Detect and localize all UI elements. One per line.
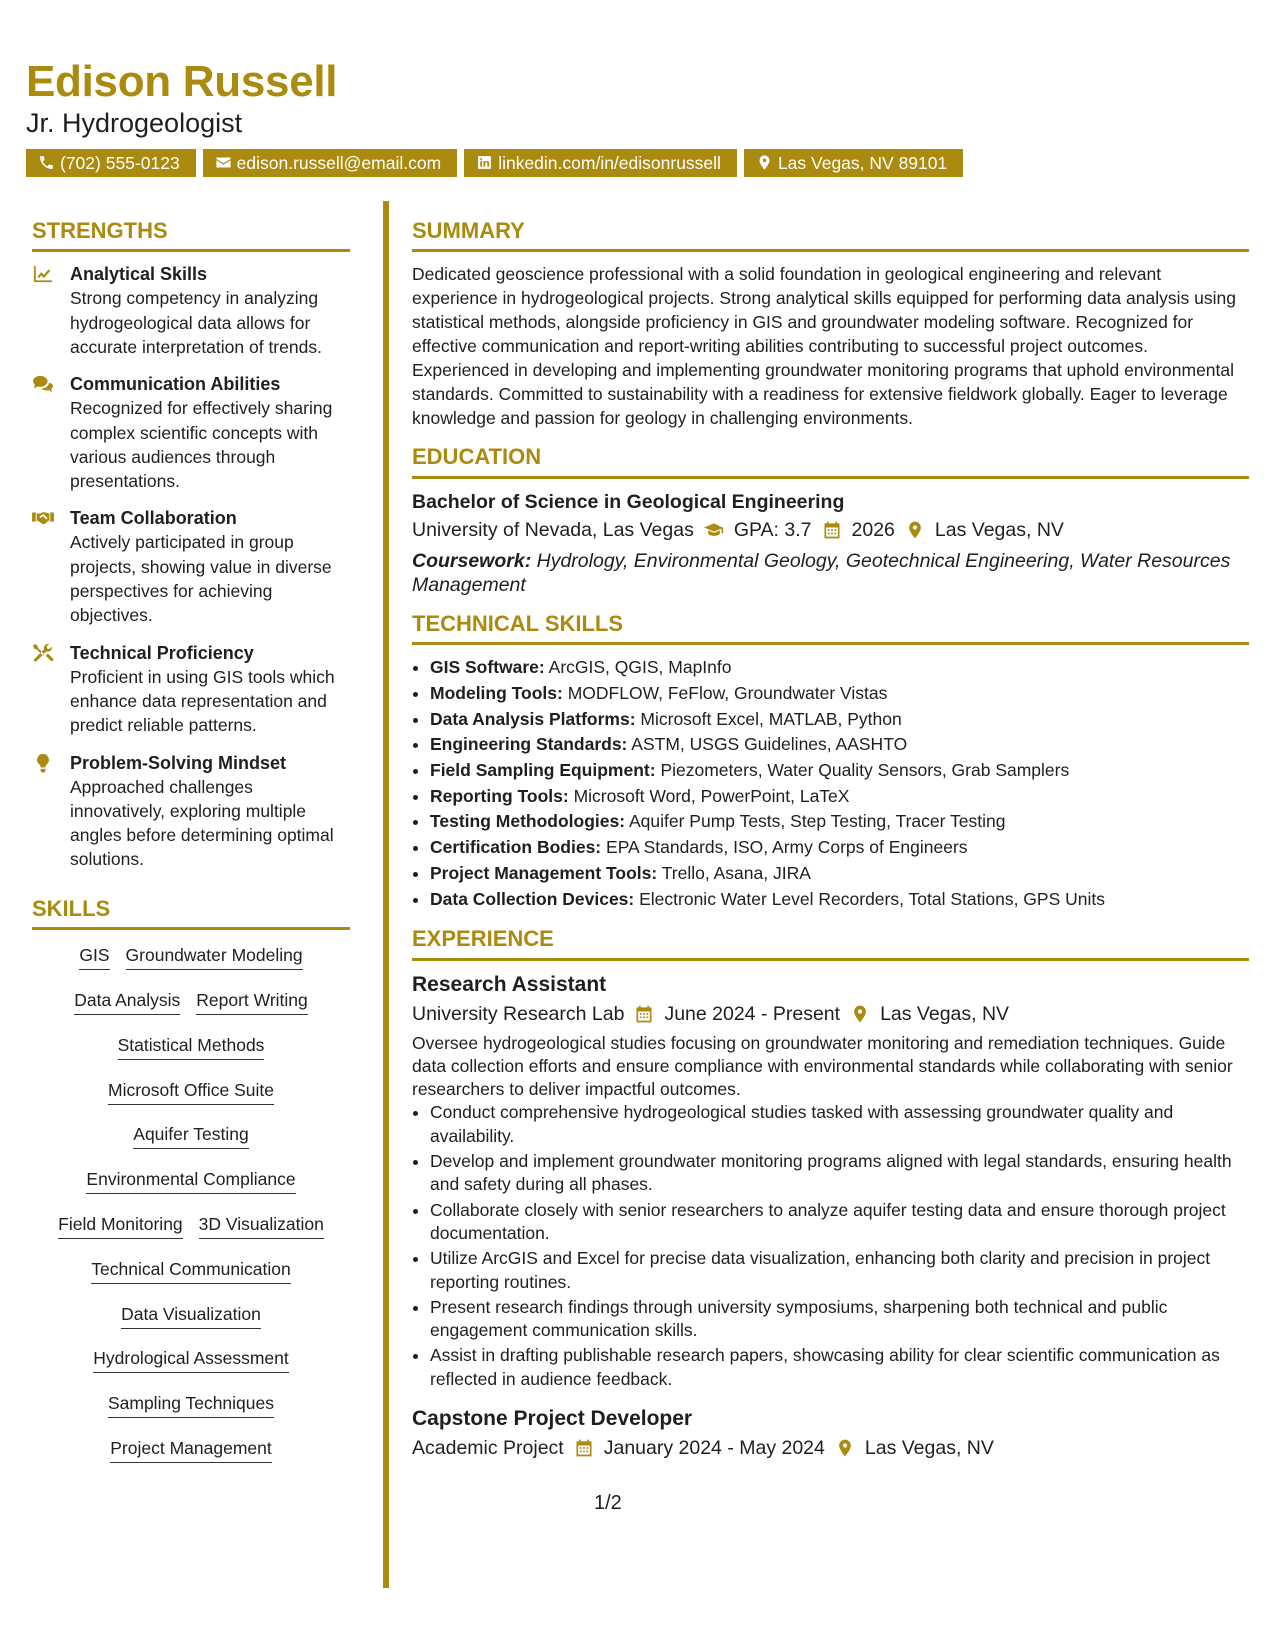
tech-skill-label: Data Analysis Platforms: [430,708,636,729]
list-item: • Collaborate closely with senior researchers to analyze aquifer testing data and ensure thorough project documentation. [430,1199,1249,1246]
summary-section [412,218,1249,430]
strength-desc: Proficient in using GIS tools which enhance data representation and predict reliable patterns. [70,666,335,736]
skill-tag: Microsoft Office Suite [108,1079,274,1105]
skill-row [32,985,350,1030]
tech-skill-label: GIS Software: [430,657,545,678]
strength-desc: Actively participated in group projects, showing value in diverse perspectives for achieving objectives. [70,532,332,626]
contact-location [744,149,963,177]
map-pin-icon [756,154,773,171]
skill-tag: 3D Visualization [199,1213,324,1239]
skill-tag: Data Visualization [121,1303,261,1329]
strength-desc: Approached challenges innovatively, exploring multiple angles before determining optimal solutions. [70,776,334,870]
comments-icon [32,374,54,394]
left-column [32,218,350,1478]
job-meta [412,1433,1249,1463]
job-meta [412,999,1249,1029]
skill-tag: Technical Communication [91,1258,290,1284]
skills-list [32,940,350,1478]
job-location: Las Vegas, NV [880,1002,1010,1025]
skill-row [32,1164,350,1209]
handshake-icon [32,508,54,528]
technical-skills-section [412,611,1249,912]
strength-item [32,372,350,493]
skills-heading: SKILLS [32,896,350,930]
chart-line-icon [32,264,54,284]
tech-skill-value: MODFLOW, FeFlow, Groundwater Vistas [567,682,888,703]
tech-skill-value: ArcGIS, QGIS, MapInfo [548,657,732,678]
education-heading: EDUCATION [412,444,1249,478]
list-item: • Utilize ArcGIS and Excel for precise data visualization, enhancing both clarity and precision in project reporting routines. [430,1247,1249,1294]
list-item [430,758,1249,784]
job-org: Academic Project [412,1437,564,1460]
job-dates: January 2024 - May 2024 [603,1437,825,1460]
list-item: • Assist in drafting publishable research papers, showcasing ability for clear scientific communication as reflected in audience feedback. [430,1344,1249,1391]
list-item [430,707,1249,733]
job-entry [412,971,1249,1391]
strength-item [32,506,350,627]
coursework-list: Hydrology, Environmental Geology, Geotechnical Engineering, Water Resources Management [412,549,1231,596]
education-section [412,444,1249,596]
list-item [430,835,1249,861]
skill-tag: Environmental Compliance [86,1168,295,1194]
strength-title: Problem-Solving Mindset [70,752,287,773]
tech-skill-label: Certification Bodies: [430,837,602,858]
strength-item [32,262,350,359]
lightbulb-icon [32,753,54,773]
job-location: Las Vegas, NV [864,1437,994,1460]
map-pin-icon [835,1438,855,1458]
tech-skill-label: Data Collection Devices: [430,888,635,909]
tech-skill-label: Reporting Tools: [430,785,569,806]
skill-tag: Sampling Techniques [108,1392,274,1418]
job-title: Research Assistant [412,972,607,996]
tech-skill-label: Project Management Tools: [430,862,658,883]
skill-tag: Statistical Methods [118,1034,265,1060]
skill-tag: GIS [79,944,109,970]
education-meta [412,515,1249,545]
contact-bar [26,149,1246,177]
strength-title: Technical Proficiency [70,642,254,663]
job-bullets [412,1101,1249,1391]
job-dates: June 2024 - Present [664,1002,841,1025]
strengths-heading: STRENGTHS [32,218,350,252]
skill-row [32,1433,350,1478]
strength-desc: Recognized for effectively sharing complex scientific concepts with various audiences through presentations. [70,398,333,492]
calendar-icon [574,1438,594,1458]
summary-heading: SUMMARY [412,218,1249,252]
strength-desc: Strong competency in analyzing hydrogeological data allows for accurate interpretation of trends. [70,288,322,357]
map-pin-icon [850,1004,870,1024]
degree-title: Bachelor of Science in Geological Engineering [412,490,845,513]
candidate-title: Jr. Hydrogeologist [26,108,243,139]
coursework-label: Coursework: [412,549,532,572]
tech-skill-value: Piezometers, Water Quality Sensors, Grab Samplers [660,759,1070,780]
tech-skill-value: Microsoft Word, PowerPoint, LaTeX [573,785,850,806]
skill-tag: Groundwater Modeling [126,944,303,970]
linkedin-icon [476,154,493,171]
strength-title: Communication Abilities [70,374,281,395]
calendar-icon [822,520,842,540]
column-divider [383,201,389,1588]
skill-tag: Data Analysis [74,989,180,1015]
skill-row [32,1254,350,1299]
job-summary: Oversee hydrogeological studies focusing on groundwater monitoring and remediation techniques. Guide data collection efforts and ensure compliance with environmental standards while collaborating with senior researchers to deliver impactful outcomes. [412,1032,1233,1100]
page-number: 1/2 [594,1492,622,1514]
skill-row [32,1119,350,1164]
right-column [412,218,1249,1477]
job-entry [412,1405,1249,1463]
contact-phone-text: (702) 555-0123 [60,152,180,173]
graduation-cap-icon [704,520,724,540]
tech-skill-label: Testing Methodologies: [430,811,626,832]
tools-icon [32,643,54,663]
contact-linkedin-text: linkedin.com/in/edisonrussell [498,152,721,173]
skill-row [32,1075,350,1120]
contact-phone[interactable] [26,149,196,177]
contact-email[interactable] [203,149,458,177]
skill-row [32,1388,350,1433]
phone-icon [38,154,55,171]
tech-skill-value: Aquifer Pump Tests, Step Testing, Tracer Testing [629,811,1006,832]
envelope-icon [215,154,232,171]
list-item [430,732,1249,758]
skill-tag: Project Management [110,1437,271,1463]
tech-skill-value: Trello, Asana, JIRA [661,862,811,883]
coursework [412,549,1249,597]
tech-skill-value: Electronic Water Level Recorders, Total Stations, GPS Units [639,888,1105,909]
skill-row [32,940,350,985]
tech-skill-value: Microsoft Excel, MATLAB, Python [640,708,902,729]
school-name: University of Nevada, Las Vegas [412,518,694,541]
strength-item [32,641,350,738]
list-item: • Conduct comprehensive hydrogeological studies tasked with assessing groundwater quality and availability. [430,1101,1249,1148]
resume-header [26,58,1246,177]
skill-tag: Report Writing [196,989,308,1015]
technical-skills-heading: TECHNICAL SKILLS [412,611,1249,645]
tech-skill-value: ASTM, USGS Guidelines, AASHTO [631,734,908,755]
tech-skill-value: EPA Standards, ISO, Army Corps of Engineers [606,837,968,858]
candidate-name: Edison Russell [26,57,338,106]
technical-skills-list [412,655,1249,912]
list-item [430,655,1249,681]
list-item [430,784,1249,810]
skill-row [32,1299,350,1344]
skill-tag: Hydrological Assessment [93,1347,289,1373]
list-item [430,681,1249,707]
skill-tag: Aquifer Testing [133,1123,248,1149]
skill-row [32,1030,350,1075]
contact-location-text: Las Vegas, NV 89101 [777,152,948,173]
list-item [430,809,1249,835]
list-item: • Develop and implement groundwater monitoring programs aligned with legal standards, ensuring health and safety during all phases. [430,1150,1249,1197]
tech-skill-label: Engineering Standards: [430,734,628,755]
school-location: Las Vegas, NV [934,518,1064,541]
tech-skill-label: Field Sampling Equipment: [430,759,656,780]
grad-year: 2026 [851,518,895,541]
strength-title: Team Collaboration [70,508,237,529]
job-title: Capstone Project Developer [412,1407,693,1431]
map-pin-icon [905,520,925,540]
contact-email-text: edison.russell@email.com [236,152,442,173]
job-org: University Research Lab [412,1002,625,1025]
skill-tag: Field Monitoring [58,1213,183,1239]
skill-row [32,1209,350,1254]
skill-row [32,1343,350,1388]
tech-skill-label: Modeling Tools: [430,682,563,703]
list-item [430,861,1249,887]
gpa: GPA: 3.7 [733,518,812,541]
experience-section [412,926,1249,1463]
summary-text: Dedicated geoscience professional with a solid foundation in geological engineering and relevant experience in hydrogeological projects. Strong analytical skills equipped for performing data analysis using statistical methods, alongside proficiency in GIS and groundwater modeling software. Recognized for effective communication and report-writing abilities contributing to successful project outcomes. Experienced in developing and implementing groundwater monitoring programs that uphold environmental standards. Committed to sustainability with a readiness for extensive fieldwork globally. Eager to leverage knowledge and passion for geology in challenging environments. [412,264,1236,429]
strength-item [32,751,350,872]
list-item [430,887,1249,913]
contact-linkedin[interactable] [464,149,737,177]
calendar-icon [634,1004,654,1024]
experience-heading: EXPERIENCE [412,926,1249,960]
strength-title: Analytical Skills [70,264,208,285]
list-item: • Present research findings through university symposiums, sharpening both technical and public engagement communication skills. [430,1296,1249,1343]
